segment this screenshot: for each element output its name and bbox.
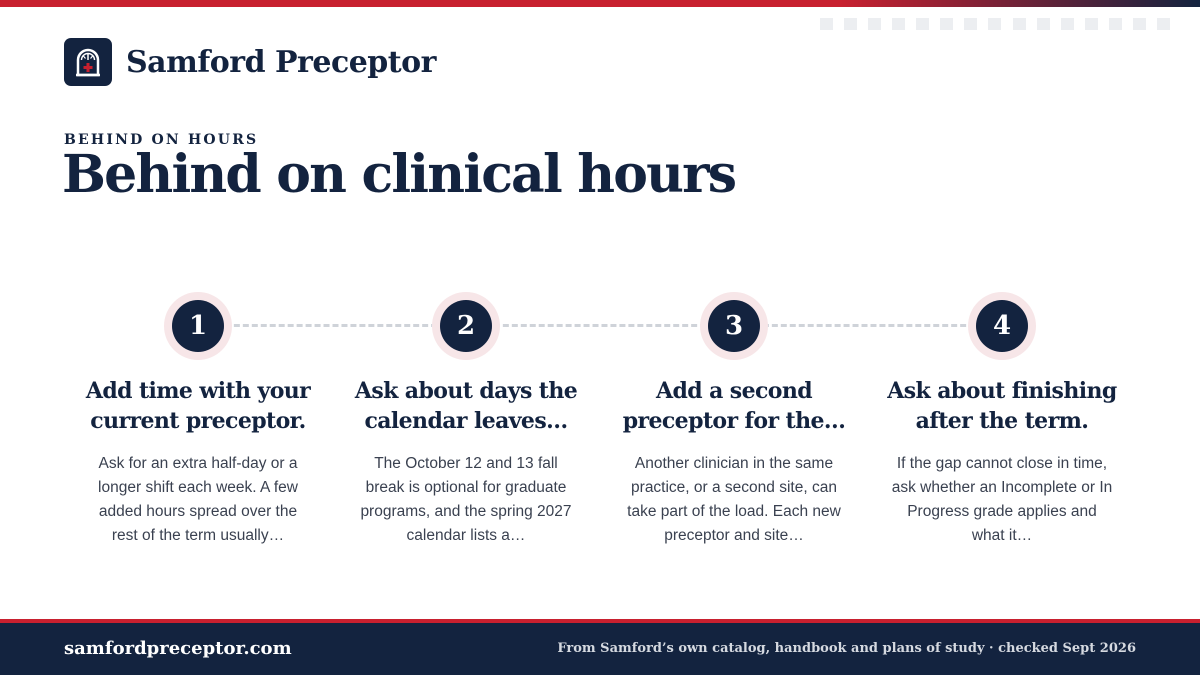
decorative-dot-row [820,18,1170,30]
footer-source-note: From Samford’s own catalog, handbook and plans of study · checked Sept 2026 [557,641,1136,656]
step-3-badge [700,292,768,360]
section-eyebrow: BEHIND ON HOURS [64,132,259,148]
step-4 [882,292,1122,548]
step-1-title: Add time with your current preceptor. [85,378,311,434]
step-2-number: 2 [440,300,492,352]
step-3-text: Another clinician in the same practice, or a second site, can take part of the load. Each new preceptor and site… [627,455,841,544]
step-3-number: 3 [708,300,760,352]
step-2-title: Ask about days the calendar leaves… [354,378,578,434]
step-1-text: Ask for an extra half-day or a longer shift each week. A few added hours spread over the rest of the term usually… [98,455,298,544]
page-title: Behind on clinical hours [62,144,736,205]
footer [0,619,1200,675]
step-4-title: Ask about finishing after the term. [887,378,1117,434]
step-4-text: If the gap cannot close in time, ask whether an Incomplete or In Progress grade applies and what it… [891,455,1113,544]
arched-window-cross-icon [64,38,112,86]
top-accent-bar [0,0,1200,7]
step-4-number: 4 [976,300,1028,352]
brand-name: Samford Preceptor [126,44,436,80]
step-2-text: The October 12 and 13 fall break is optional for graduate programs, and the spring 2027 calendar lists a… [360,455,572,544]
brand[interactable] [64,38,436,86]
step-1-number: 1 [172,300,224,352]
step-3-title: Add a second preceptor for the… [622,378,846,434]
footer-url-link[interactable]: samfordpreceptor.com [64,638,292,659]
step-3 [614,292,854,548]
step-1 [78,292,318,548]
step-2-badge [432,292,500,360]
step-1-badge [164,292,232,360]
step-4-badge [968,292,1036,360]
step-2 [346,292,586,548]
